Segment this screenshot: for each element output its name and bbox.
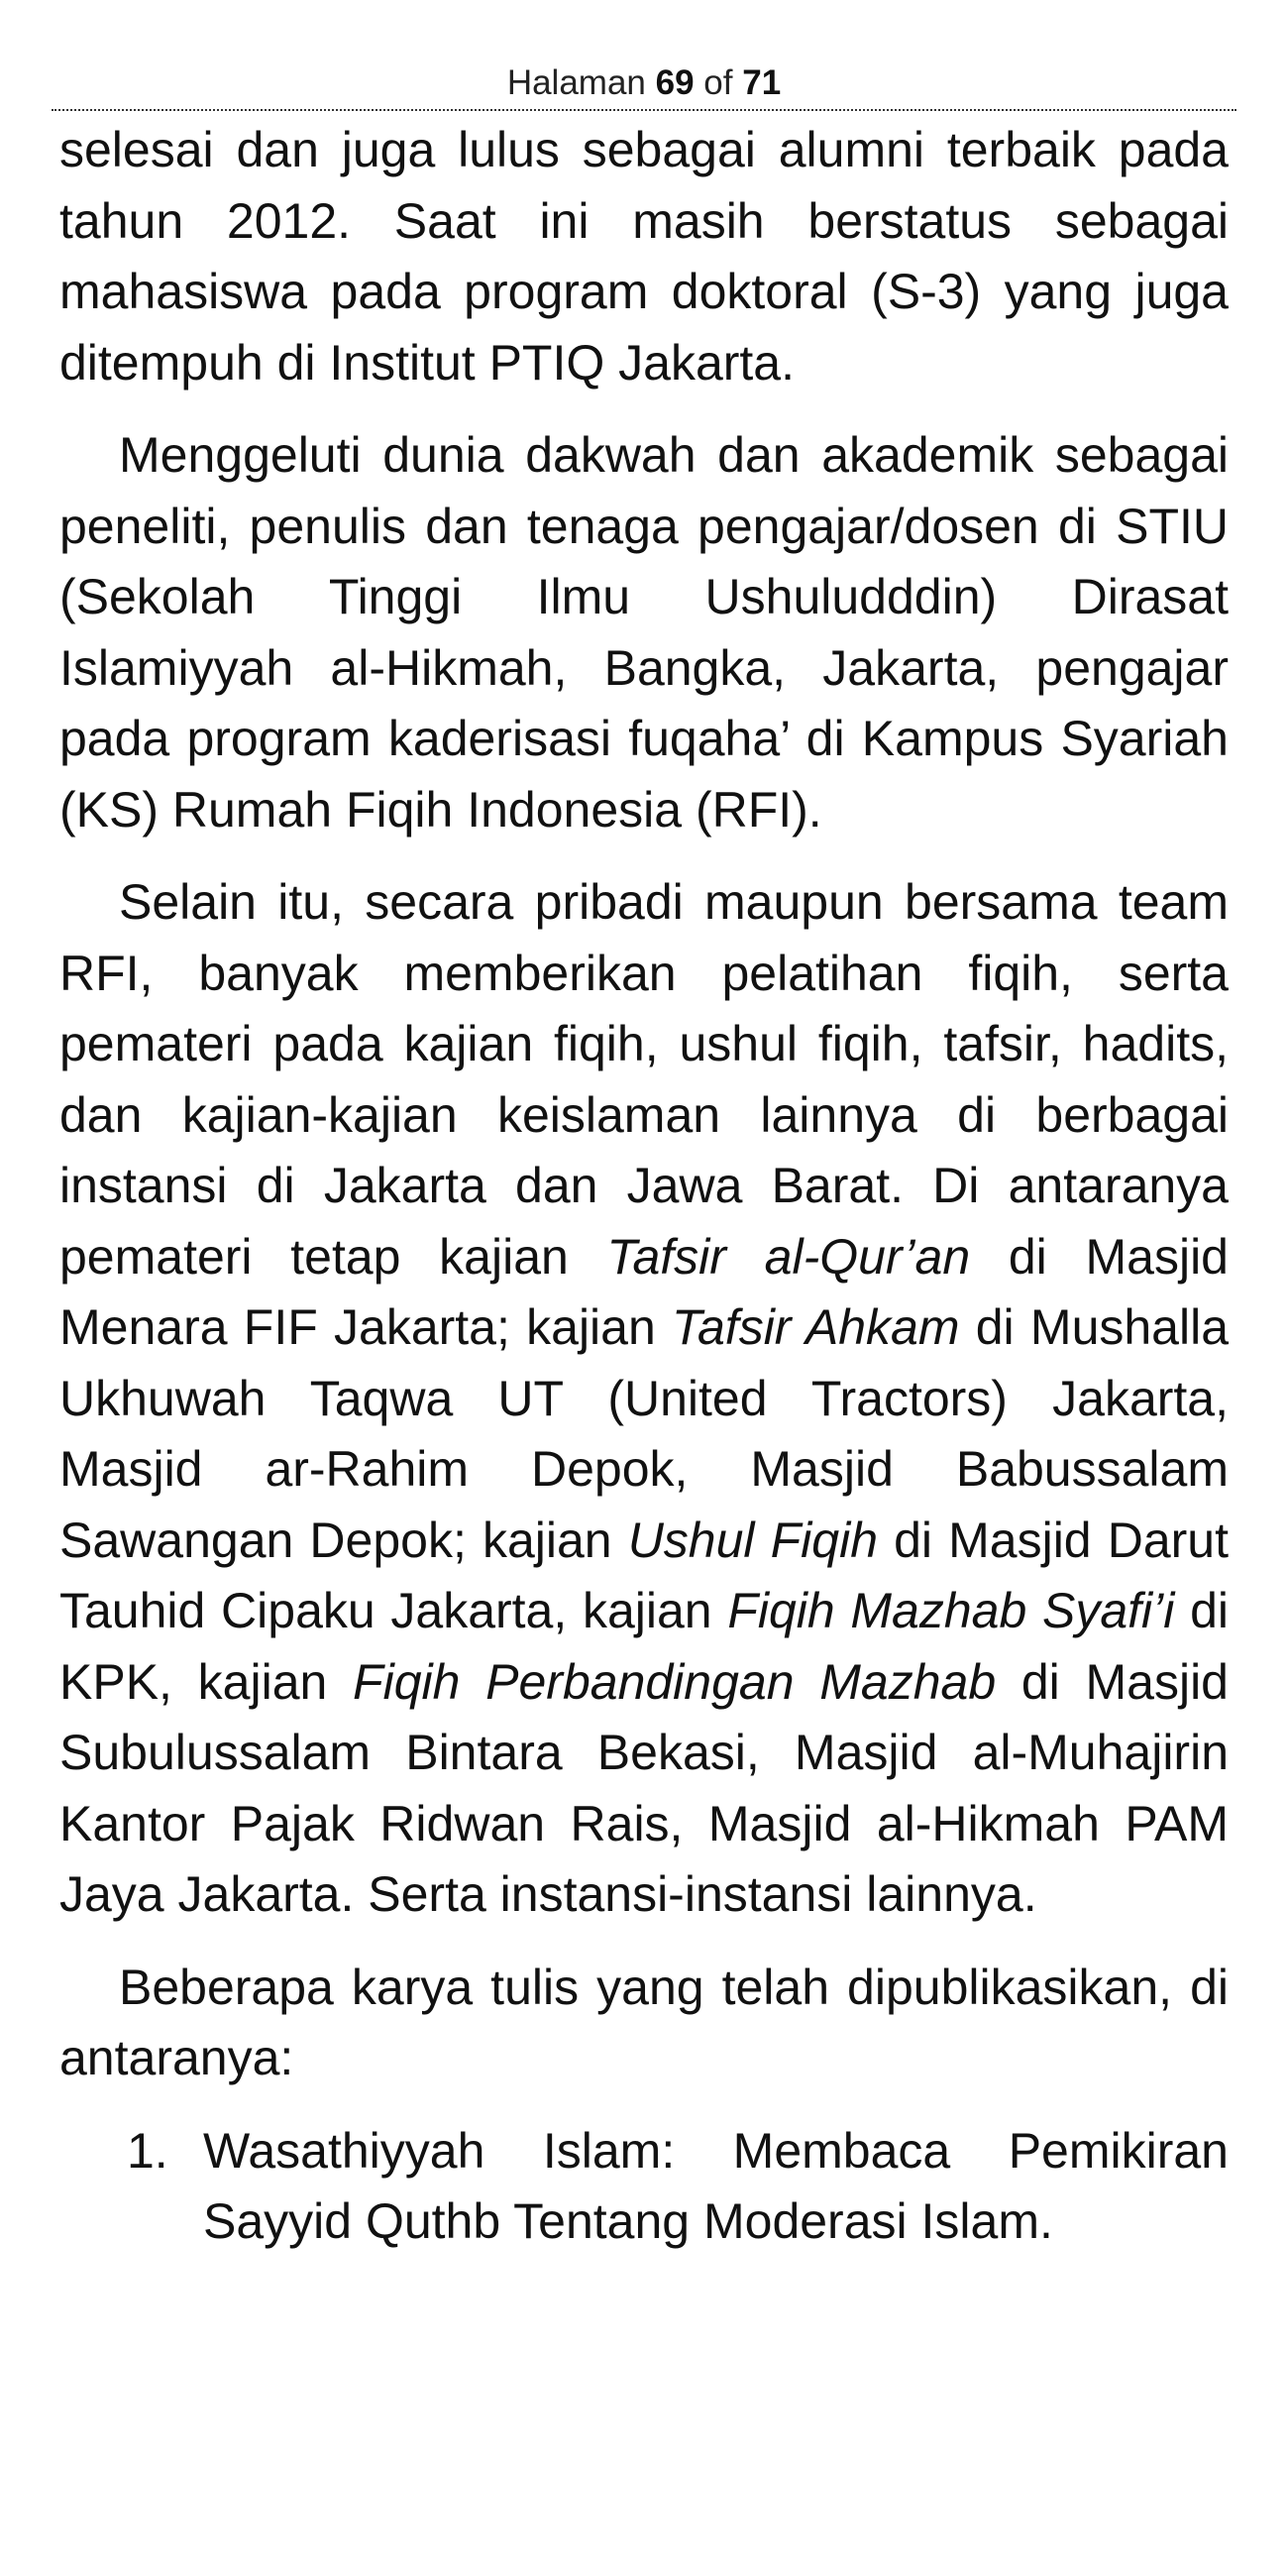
list-item — [59, 2116, 1229, 2258]
paragraph-academic-career: Menggeluti dunia dakwah dan akademik sebagai peneliti, penulis dan tenaga pengajar/dosen di STIU (Sekolah Tinggi Ilmu Ushuludddin) Dirasat Islamiyyah al-Hikmah, Bangka, Jakarta, pengajar pada program kaderisasi fuqaha’ di Kampus Syariah (KS) Rumah Fiqih Indonesia (RFI). — [59, 427, 1229, 838]
publications-list — [59, 2116, 1229, 2258]
italic-term: Fiqih Perbandingan Mazhab — [353, 1653, 997, 1710]
italic-term: Ushul Fiqih — [627, 1512, 878, 1568]
page-header — [52, 57, 1236, 111]
text-segment: di Masjid Subulussalam Bintara Bekasi, Masjid al-Muhajirin Kantor Pajak Ridwan Rais, Masjid al-Hikmah PAM Jaya Jakarta. Serta instansi-instansi lainnya. — [59, 1653, 1229, 1922]
total-page-count: 71 — [742, 63, 782, 102]
list-number: 1. — [127, 2122, 168, 2179]
italic-term: Fiqih Mazhab Syafi’i — [727, 1583, 1175, 1638]
publication-title: Wasathiyyah Islam: Membaca Pemikiran Sayyid Quthb Tentang Moderasi Islam. — [203, 2122, 1229, 2249]
text-segment: di Masjid Darut Tauhid Cipaku Jakarta, kajian — [59, 1512, 1229, 1638]
text-segment: Selain itu, secara pribadi maupun bersama team RFI, banyak memberikan pelatihan fiqih, serta pemateri pada kajian fiqih, ushul fiqih, tafsir, hadits, dan kajian-kajian keislaman lainnya di berbagai instansi di Jakarta dan Jawa Barat. Di antaranya pemateri tetap kajian — [59, 874, 1229, 1285]
text-segment: di Masjid Menara FIF Jakarta; kajian — [59, 1228, 1229, 1355]
document-body — [59, 115, 1229, 2258]
paragraph-publications-intro: Beberapa karya tulis yang telah dipublikasikan, di antaranya: — [59, 1959, 1229, 2085]
paragraph-teaching-activities — [59, 867, 1229, 1931]
page-separator: of — [703, 63, 733, 102]
current-page-number: 69 — [655, 63, 695, 102]
italic-term: Tafsir al-Qur’an — [606, 1228, 971, 1285]
page-label: Halaman — [506, 63, 646, 102]
text-segment: di KPK, kajian — [59, 1583, 1229, 1710]
paragraph-education: selesai dan juga lulus sebagai alumni terbaik pada tahun 2012. Saat ini masih berstatus sebagai mahasiswa pada program doktoral (S-3) yang juga ditempuh di Institut PTIQ Jakarta. — [59, 122, 1229, 391]
italic-term: Tafsir Ahkam — [672, 1299, 960, 1355]
text-segment: di Mushalla Ukhuwah Taqwa UT (United Tractors) Jakarta, Masjid ar-Rahim Depok, Masjid Babussalam Sawangan Depok; kajian — [59, 1299, 1230, 1568]
